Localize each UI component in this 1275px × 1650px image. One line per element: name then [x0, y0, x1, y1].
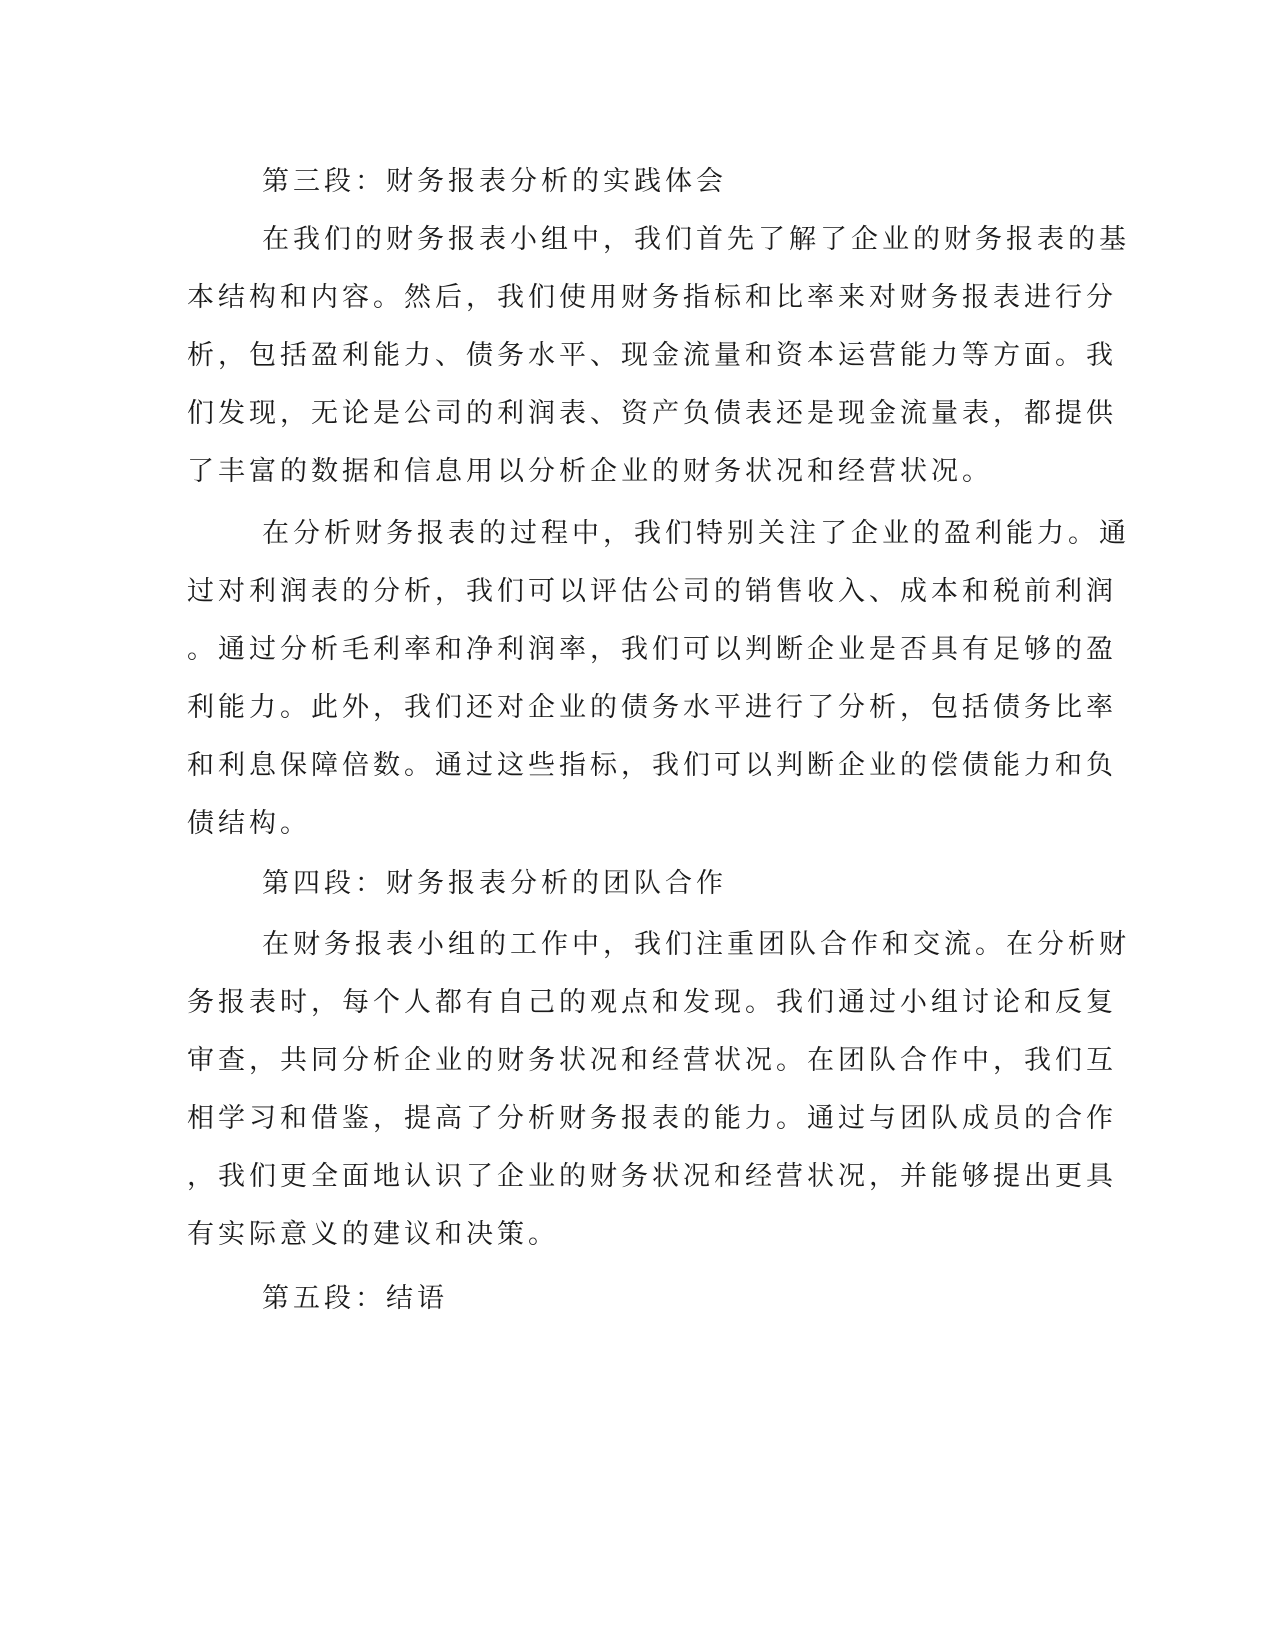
paragraph-line: 相学习和借鉴，提高了分析财务报表的能力。通过与团队成员的合作 [187, 1103, 1117, 1134]
paragraph-line: 过对利润表的分析，我们可以评估公司的销售收入、成本和税前利润 [187, 576, 1117, 607]
paragraph-line: 和利息保障倍数。通过这些指标，我们可以判断企业的偿债能力和负 [187, 750, 1117, 781]
paragraph-line: 析，包括盈利能力、债务水平、现金流量和资本运营能力等方面。我 [187, 340, 1117, 371]
paragraph-line: 在我们的财务报表小组中，我们首先了解了企业的财务报表的基 [262, 224, 1130, 255]
paragraph-line: 有实际意义的建议和决策。 [187, 1219, 559, 1250]
section-heading-4: 第四段：财务报表分析的团队合作 [262, 868, 727, 899]
paragraph-line: 本结构和内容。然后，我们使用财务指标和比率来对财务报表进行分 [187, 282, 1117, 313]
paragraph-line: 。通过分析毛利率和净利润率，我们可以判断企业是否具有足够的盈 [187, 634, 1117, 665]
paragraph-line: ，我们更全面地认识了企业的财务状况和经营状况，并能够提出更具 [187, 1161, 1117, 1192]
paragraph-line: 债结构。 [187, 808, 311, 839]
paragraph-line: 在分析财务报表的过程中，我们特别关注了企业的盈利能力。通 [262, 518, 1130, 549]
section-heading-3: 第三段：财务报表分析的实践体会 [262, 166, 727, 197]
section-heading-5: 第五段：结语 [262, 1283, 448, 1314]
paragraph-line: 利能力。此外，我们还对企业的债务水平进行了分析，包括债务比率 [187, 692, 1117, 723]
paragraph-line: 务报表时，每个人都有自己的观点和发现。我们通过小组讨论和反复 [187, 987, 1117, 1018]
paragraph-line: 在财务报表小组的工作中，我们注重团队合作和交流。在分析财 [262, 929, 1130, 960]
paragraph-line: 审查，共同分析企业的财务状况和经营状况。在团队合作中，我们互 [187, 1045, 1117, 1076]
paragraph-line: 们发现，无论是公司的利润表、资产负债表还是现金流量表，都提供 [187, 398, 1117, 429]
paragraph-line: 了丰富的数据和信息用以分析企业的财务状况和经营状况。 [187, 456, 993, 487]
